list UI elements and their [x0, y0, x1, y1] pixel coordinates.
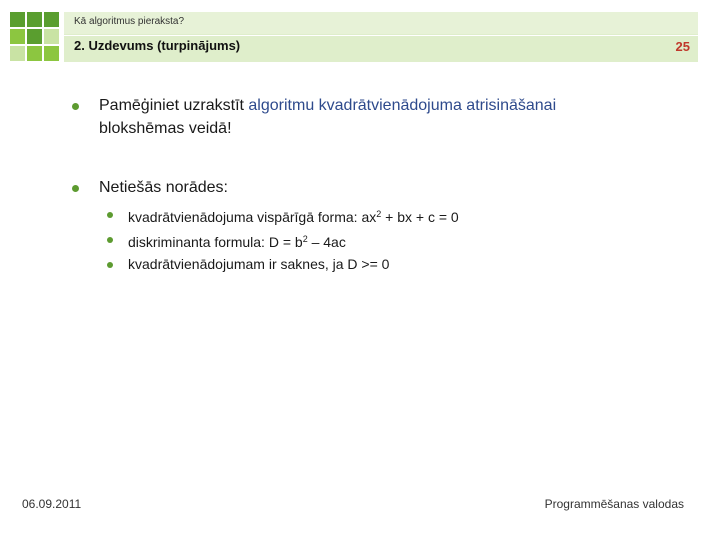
sub-bullet-marker [107, 212, 113, 218]
bullet-marker [72, 103, 79, 110]
sub-bullet-2 [128, 230, 346, 251]
footer-title: Programmēšanas valodas [544, 497, 684, 511]
bullet-2-text: Netiešās norādes: [99, 179, 228, 196]
sub-bullet-1-sup: 2 [376, 209, 382, 219]
sub-bullet-1-post: + bx + c = 0 [381, 209, 459, 225]
bullet-1-text: Pamēģiniet uzrakstīt [99, 97, 249, 114]
sub-bullet-marker [107, 262, 113, 268]
slide-subtitle: Kā algoritmus pieraksta? [74, 16, 185, 27]
sub-bullet-2-sup: 2 [302, 234, 308, 244]
bullet-marker [72, 185, 79, 192]
sub-bullet-1-pre: kvadrātvienādojuma vispārīgā forma: ax [128, 209, 377, 225]
sub-bullet-3: kvadrātvienādojumam ir saknes, ja D >= 0 [128, 256, 390, 272]
sub-bullet-2-pre: diskriminanta formula: D = b [128, 234, 303, 250]
sub-bullet-marker [107, 237, 113, 243]
footer-date: 06.09.2011 [22, 497, 82, 511]
bullet-1-highlight: algoritmu kvadrātvienādojuma atrisināšanai [248, 97, 557, 114]
slide-number: 25 [675, 39, 690, 54]
sub-bullet-2-post: – 4ac [307, 234, 346, 250]
bullet-1-line-1 [99, 95, 556, 117]
bullet-1-line-2: blokshēmas veidā! [99, 120, 232, 137]
sub-bullet-1 [128, 205, 459, 226]
slide-title: 2. Uzdevums (turpinājums) [74, 38, 241, 53]
